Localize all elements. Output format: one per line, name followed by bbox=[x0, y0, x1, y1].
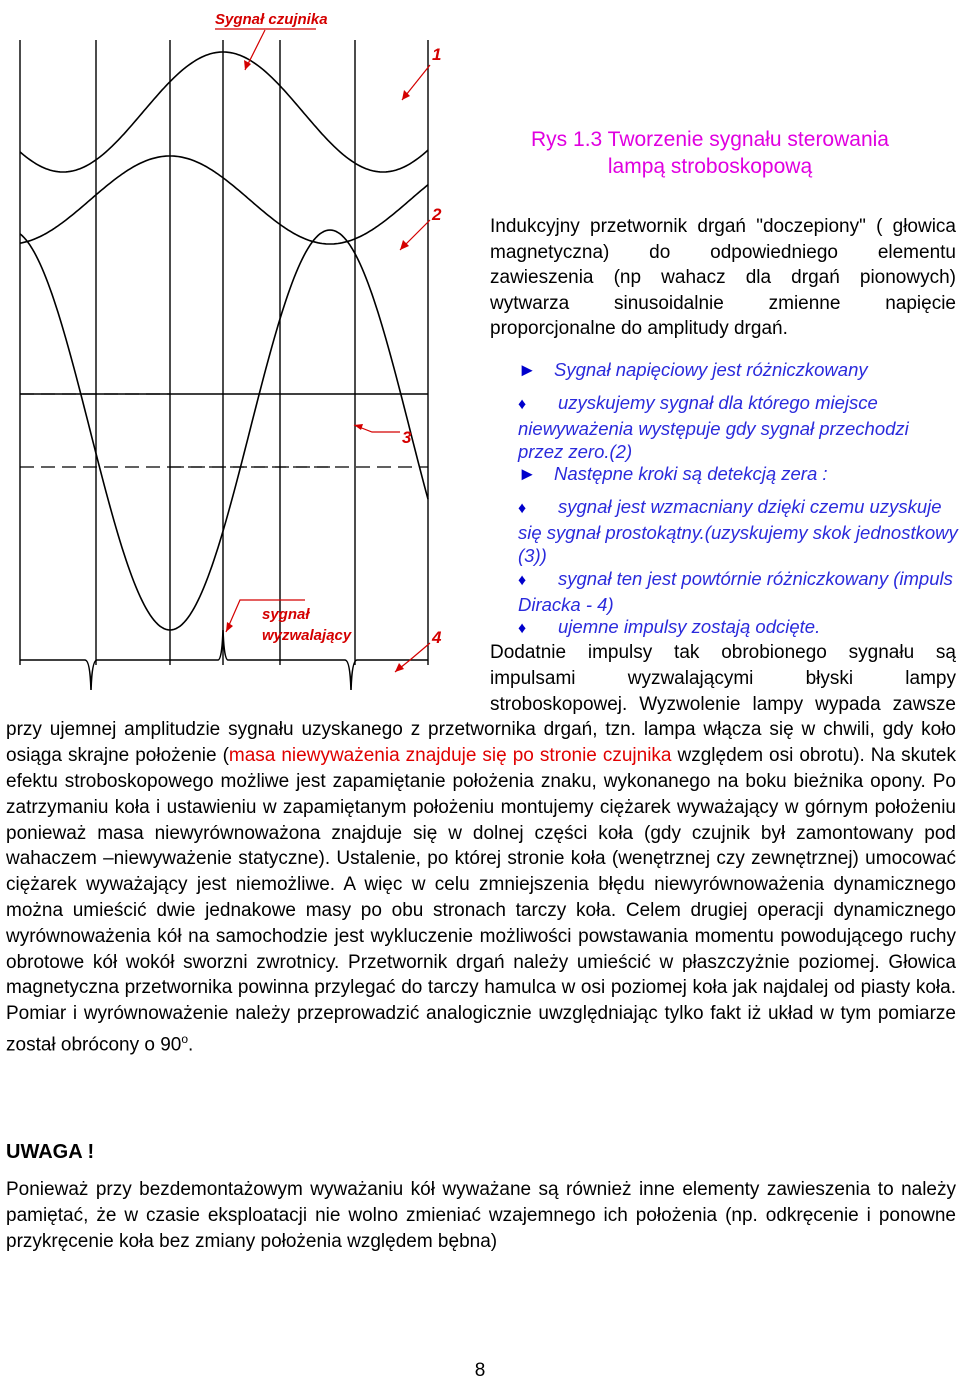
arrow-bullet-icon: ► bbox=[518, 463, 537, 484]
list-subitem-3 bbox=[518, 567, 958, 616]
list-item-2-text: Następne kroki są detekcją zera : bbox=[554, 463, 828, 484]
grid-lines bbox=[20, 40, 428, 665]
list-item-1 bbox=[518, 358, 958, 382]
warning-text: Ponieważ przy bezdemontażowym wyważaniu kół wyważane są również inne elementy zawieszenia to należy pamiętać, że w czasie eksploatacji nie wolno zmieniać wzajemnego ich położenia (np. odkręcenie i ponowne przykręcenie koła bez zmiany położenia względem bębna) bbox=[6, 1179, 956, 1252]
trigger-signal-label-line2: wyzwalający bbox=[262, 627, 352, 644]
page-number: 8 bbox=[474, 1360, 486, 1381]
diamond-bullet-icon: ♦ bbox=[518, 572, 527, 589]
list-subitem-1 bbox=[518, 391, 958, 464]
list-subitem-4 bbox=[518, 615, 958, 641]
list-subitem-2-text: sygnał jest wzmacniany dzięki czemu uzyskuje się sygnał prostokątny.(uzyskujemy skok jednostkowy (3)) bbox=[518, 496, 958, 566]
paragraph-part-1: stroboskopowej. Wyzwolenie lampy wypada zawsze przy ujemnej amplitudzie sygnału uzyskanego z przetwornika drgań, tzn. lampa włącza się w chwili, gdy koło osiąga skrajne położenie ( bbox=[6, 693, 956, 767]
signal-diagram bbox=[0, 0, 470, 700]
marker-2-arrowhead bbox=[400, 240, 409, 250]
list-item-1-text: Sygnał napięciowy jest różniczkowany bbox=[554, 359, 868, 380]
diamond-bullet-icon: ♦ bbox=[518, 396, 527, 413]
caption-line-2: lampą stroboskopową bbox=[607, 155, 813, 178]
degree-superscript: o bbox=[181, 1031, 189, 1046]
signal-1-curve bbox=[20, 52, 428, 172]
caption-line-1: Rys 1.3 Tworzenie sygnału sterowania bbox=[531, 128, 889, 151]
paragraph-line-1: Dodatnie impulsy tak obrobionego sygnału są bbox=[490, 642, 956, 663]
paragraph-part-3: . bbox=[188, 1034, 194, 1056]
marker-2: 2 bbox=[432, 205, 442, 224]
paragraph-part-2: względem osi obrotu). Na skutek efektu stroboskopowego możliwe jest zapamiętanie położenia znaku, wykonanego na boku bieżnika opony. Po zatrzymaniu koła i ustawieniu w zapamiętanym położeniu montujemy ciężarek wyważający w górnym położeniu ponieważ masa niewyrównoważona znajduje się w dolnej części koła (gdy czujnik był zamontowany pod wahaczem –niewyważenie statyczne). Ustalenie, po której stronie koła (wenętrznej czy zewnętrznej) umocować ciężarek wyważający jest niemożliwe. A więc w celu zmniejszenia błędu niewyrównoważenia dynamicznego można umieścić dwie jednakowe masy po obu stronach tarczy koła. Celem drugiej operacji dynamicznego wyrównoważenia kół na samochodzie jest wykluczenie możliwości powstawania momentu powodującego ruchy obrotowe kół wokół sworzni zwrotnicy. Przetwornik drgań należy umieścić w płaszczyżnie poziomej. Głowica magnetyczna przetwornika powinna przylegać do tarczy hamulca w osi poziomej koła jak najdalej od piasty koła. Pomiar i wyrównoważenie należy przeprowadzić analogicznie uwzględniając tylko fakt iż układ w tym pomiarze został obrócony o 90 bbox=[6, 745, 957, 1056]
signal-3-dashed bbox=[20, 394, 330, 467]
main-paragraph bbox=[6, 640, 956, 1058]
marker-3: 3 bbox=[402, 428, 412, 447]
trigger-signal-label-line1: sygnał bbox=[262, 606, 310, 623]
marker-1: 1 bbox=[432, 45, 442, 64]
list-item-2 bbox=[518, 462, 958, 486]
paragraph-body bbox=[6, 692, 956, 1058]
warning-title: UWAGA ! bbox=[6, 1141, 95, 1163]
arrow-bullet-icon: ► bbox=[518, 359, 537, 380]
list-subitem-1-text: uzyskujemy sygnał dla którego miejsce niewyważenia występuje gdy sygnał przechodzi przez zero.(2) bbox=[518, 392, 909, 462]
diamond-bullet-icon: ♦ bbox=[518, 500, 527, 517]
figure-caption bbox=[500, 126, 920, 180]
paragraph-red-highlight: masa niewyważenia znajduje się po stronie czujnika bbox=[228, 745, 672, 767]
paragraph-line-2: impulsami wyzwalającymi błyski lampy bbox=[490, 667, 956, 689]
sensor-signal-label: Sygnał czujnika bbox=[215, 11, 328, 28]
diamond-bullet-icon: ♦ bbox=[518, 620, 527, 637]
marker-4: 4 bbox=[432, 628, 442, 647]
sensor-label-arrowhead bbox=[244, 60, 251, 70]
intro-paragraph: Indukcyjny przetwornik drgań "doczepiony" ( głowica magnetyczna) do odpowiedniego elementu zawieszenia (np wahacz dla drgań pionowych) wytwarza sinusoidalnie zmienne napięcie proporcjonalne do amplitudy drgań. bbox=[490, 216, 956, 339]
list-subitem-3-text: sygnał ten jest powtórnie różniczkowany (impuls Diracka - 4) bbox=[518, 568, 953, 615]
list-subitem-4-text: ujemne impulsy zostają odcięte. bbox=[558, 616, 821, 637]
list-subitem-2 bbox=[518, 495, 958, 568]
